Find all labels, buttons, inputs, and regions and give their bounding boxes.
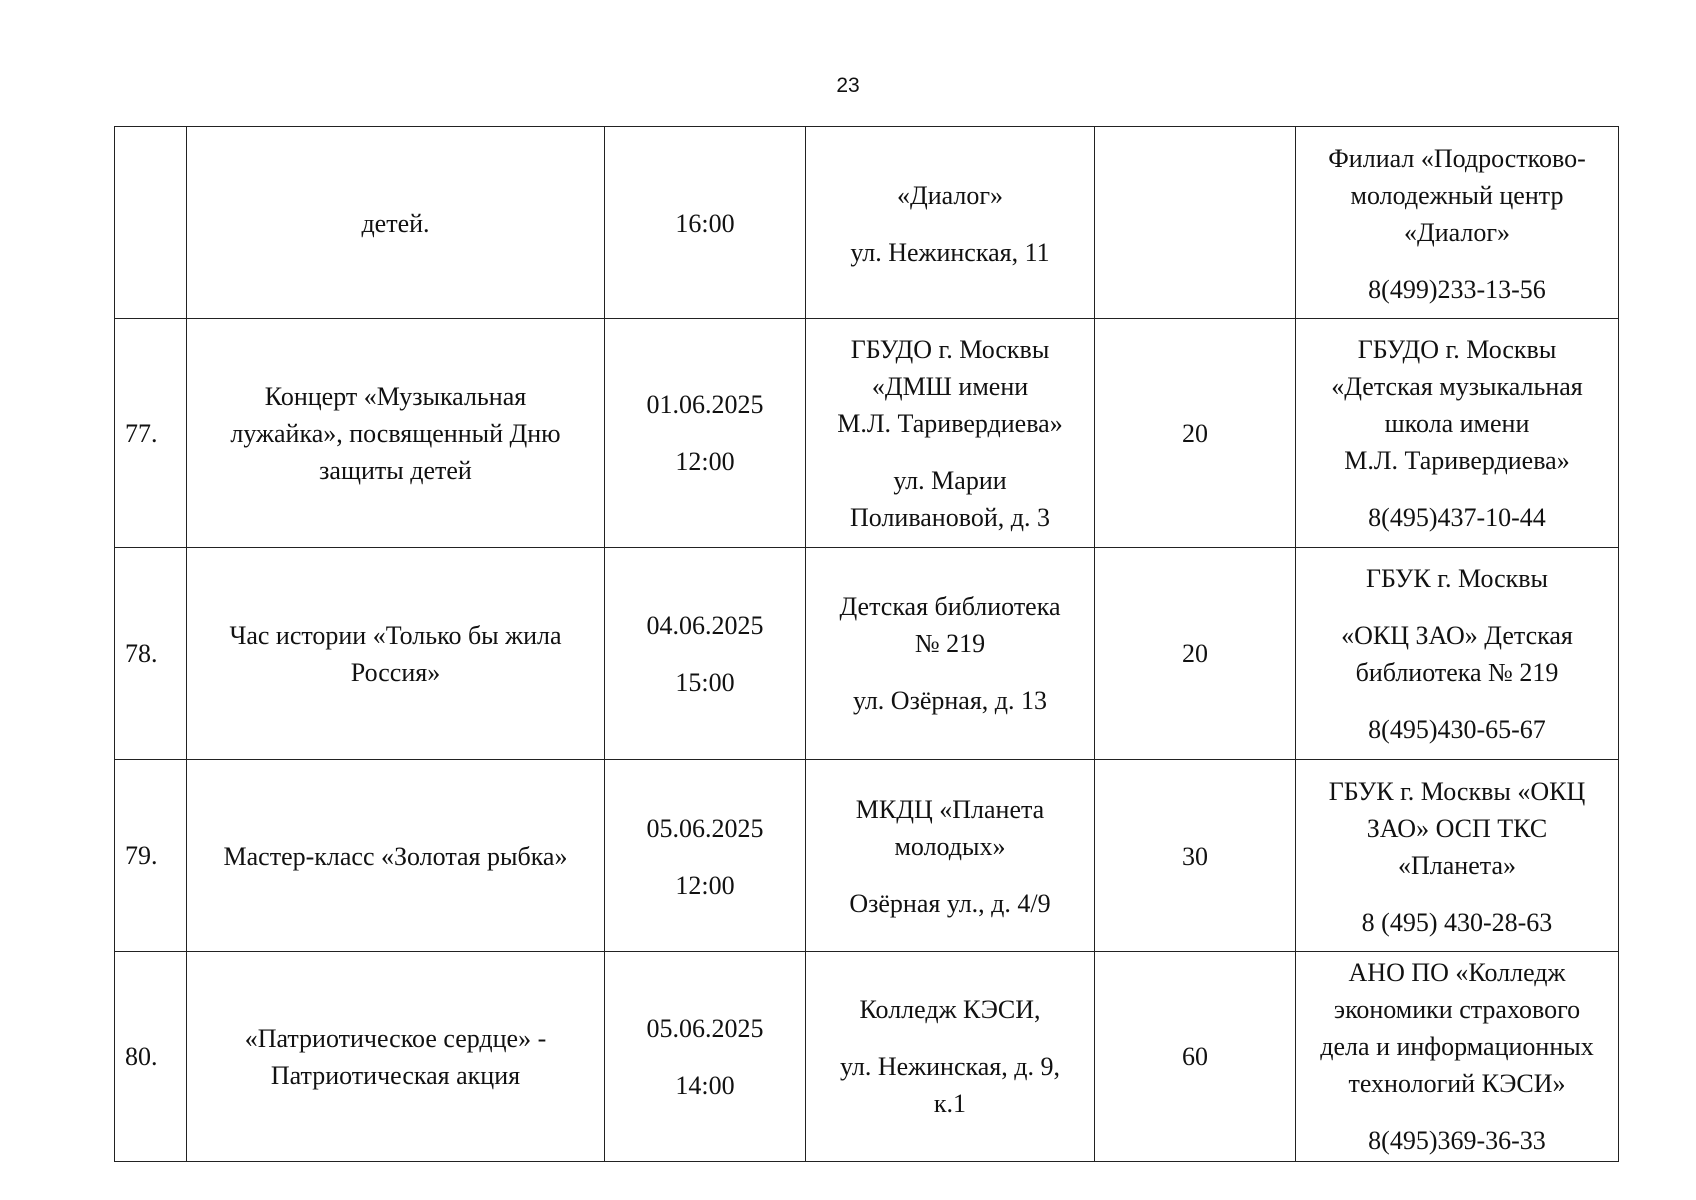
organizer-line: библиотека № 219 xyxy=(1355,657,1559,687)
table-row xyxy=(115,952,1619,1162)
event-venue xyxy=(806,548,1095,760)
event-name-line: Россия» xyxy=(350,657,441,687)
organizer xyxy=(1296,127,1619,319)
event-name-line: Мастер-класс «Золотая рыбка» xyxy=(223,842,568,871)
event-name xyxy=(187,319,605,548)
organizer-phone: 8(495)430-65-67 xyxy=(1368,714,1546,744)
venue-line: № 219 xyxy=(914,629,986,658)
venue-line: молодых» xyxy=(894,832,1006,861)
event-name-line: «Патриотическое сердце» - xyxy=(244,1023,547,1053)
organizer-line: «ОКЦ ЗАО» Детская xyxy=(1341,620,1573,650)
page-number: 23 xyxy=(836,74,860,97)
venue-line: Детская библиотека xyxy=(839,592,1061,621)
event-name-line: Концерт «Музыкальная xyxy=(264,381,527,411)
participant-count: 60 xyxy=(1095,952,1296,1162)
event-datetime xyxy=(605,952,806,1162)
row-number: 78. xyxy=(115,548,187,760)
event-venue xyxy=(806,319,1095,548)
organizer-line: дела и информационных xyxy=(1320,1032,1594,1061)
event-time: 12:00 xyxy=(675,447,735,476)
table-row xyxy=(115,127,1619,319)
event-time: 14:00 xyxy=(675,1070,735,1100)
events-table xyxy=(114,126,1619,1162)
organizer-line: «Планета» xyxy=(1398,850,1516,880)
event-name-line: детей. xyxy=(361,209,430,238)
event-time: 12:00 xyxy=(675,870,735,900)
event-name xyxy=(187,127,605,319)
organizer-line: «Диалог» xyxy=(1403,217,1511,247)
venue-line: М.Л. Таривердиева» xyxy=(837,408,1063,438)
participant-count: 30 xyxy=(1095,760,1296,952)
organizer xyxy=(1296,319,1619,548)
event-name-line: лужайка», посвященный Дню xyxy=(230,418,561,448)
organizer-line: «Детская музыкальная xyxy=(1331,371,1583,401)
event-date: 05.06.2025 xyxy=(646,1013,764,1043)
event-datetime xyxy=(605,127,806,319)
event-date: 01.06.2025 xyxy=(646,390,764,419)
organizer-line: ЗАО» ОСП ТКС xyxy=(1366,813,1548,843)
participant-count: 20 xyxy=(1095,319,1296,548)
event-venue xyxy=(806,760,1095,952)
organizer-line: ГБУК г. Москвы xyxy=(1365,563,1549,593)
event-time: 15:00 xyxy=(675,667,735,697)
venue-line: ГБУДО г. Москвы xyxy=(850,334,1050,364)
venue-address: ул. Марии xyxy=(893,465,1007,495)
organizer-line: ГБУК г. Москвы «ОКЦ xyxy=(1328,776,1586,806)
venue-line: «Диалог» xyxy=(896,180,1004,210)
row-number: 79. xyxy=(115,760,187,952)
event-name xyxy=(187,548,605,760)
organizer xyxy=(1296,760,1619,952)
organizer xyxy=(1296,548,1619,760)
row-number: 77. xyxy=(115,319,187,548)
event-date: 04.06.2025 xyxy=(646,610,764,640)
event-name-line: защиты детей xyxy=(319,455,472,485)
organizer-line: М.Л. Таривердиева» xyxy=(1344,445,1570,475)
organizer-line: технологий КЭСИ» xyxy=(1348,1069,1566,1098)
venue-address: Озёрная ул., д. 4/9 xyxy=(849,889,1051,918)
row-number: 80. xyxy=(115,952,187,1162)
venue-address: ул. Нежинская, 11 xyxy=(850,237,1050,267)
venue-address: Поливановой, д. 3 xyxy=(850,502,1050,532)
venue-line: МКДЦ «Планета xyxy=(855,795,1045,824)
participant-count xyxy=(1095,127,1296,319)
organizer-phone: 8(495)437-10-44 xyxy=(1368,502,1546,532)
organizer-line: молодежный центр xyxy=(1350,180,1564,210)
event-datetime xyxy=(605,548,806,760)
organizer-line: АНО ПО «Колледж xyxy=(1348,958,1566,987)
event-venue xyxy=(806,127,1095,319)
event-datetime xyxy=(605,319,806,548)
participant-count: 20 xyxy=(1095,548,1296,760)
event-datetime xyxy=(605,760,806,952)
organizer-line: школа имени xyxy=(1384,408,1530,438)
row-number xyxy=(115,127,187,319)
venue-address: ул. Озёрная, д. 13 xyxy=(852,686,1048,715)
organizer-phone: 8(495)369-36-33 xyxy=(1368,1126,1546,1155)
venue-line: Колледж КЭСИ, xyxy=(859,995,1041,1024)
organizer-phone: 8 (495) 430-28-63 xyxy=(1361,907,1553,937)
event-name xyxy=(187,952,605,1162)
venue-line: «ДМШ имени xyxy=(871,371,1029,401)
event-time: 16:00 xyxy=(675,209,735,238)
table-row xyxy=(115,319,1619,548)
event-venue xyxy=(806,952,1095,1162)
organizer-phone: 8(499)233-13-56 xyxy=(1368,274,1546,304)
organizer xyxy=(1296,952,1619,1162)
table-row xyxy=(115,548,1619,760)
event-name xyxy=(187,760,605,952)
organizer-line: ГБУДО г. Москвы xyxy=(1357,334,1557,364)
venue-address: к.1 xyxy=(933,1089,967,1118)
venue-address: ул. Нежинская, д. 9, xyxy=(840,1052,1060,1081)
event-date: 05.06.2025 xyxy=(646,813,764,843)
organizer-line: Филиал «Подростково- xyxy=(1328,143,1586,173)
organizer-line: экономики страхового xyxy=(1333,995,1581,1024)
table-row xyxy=(115,760,1619,952)
event-name-line: Патриотическая акция xyxy=(270,1060,521,1090)
event-name-line: Час истории «Только бы жила xyxy=(229,620,562,650)
